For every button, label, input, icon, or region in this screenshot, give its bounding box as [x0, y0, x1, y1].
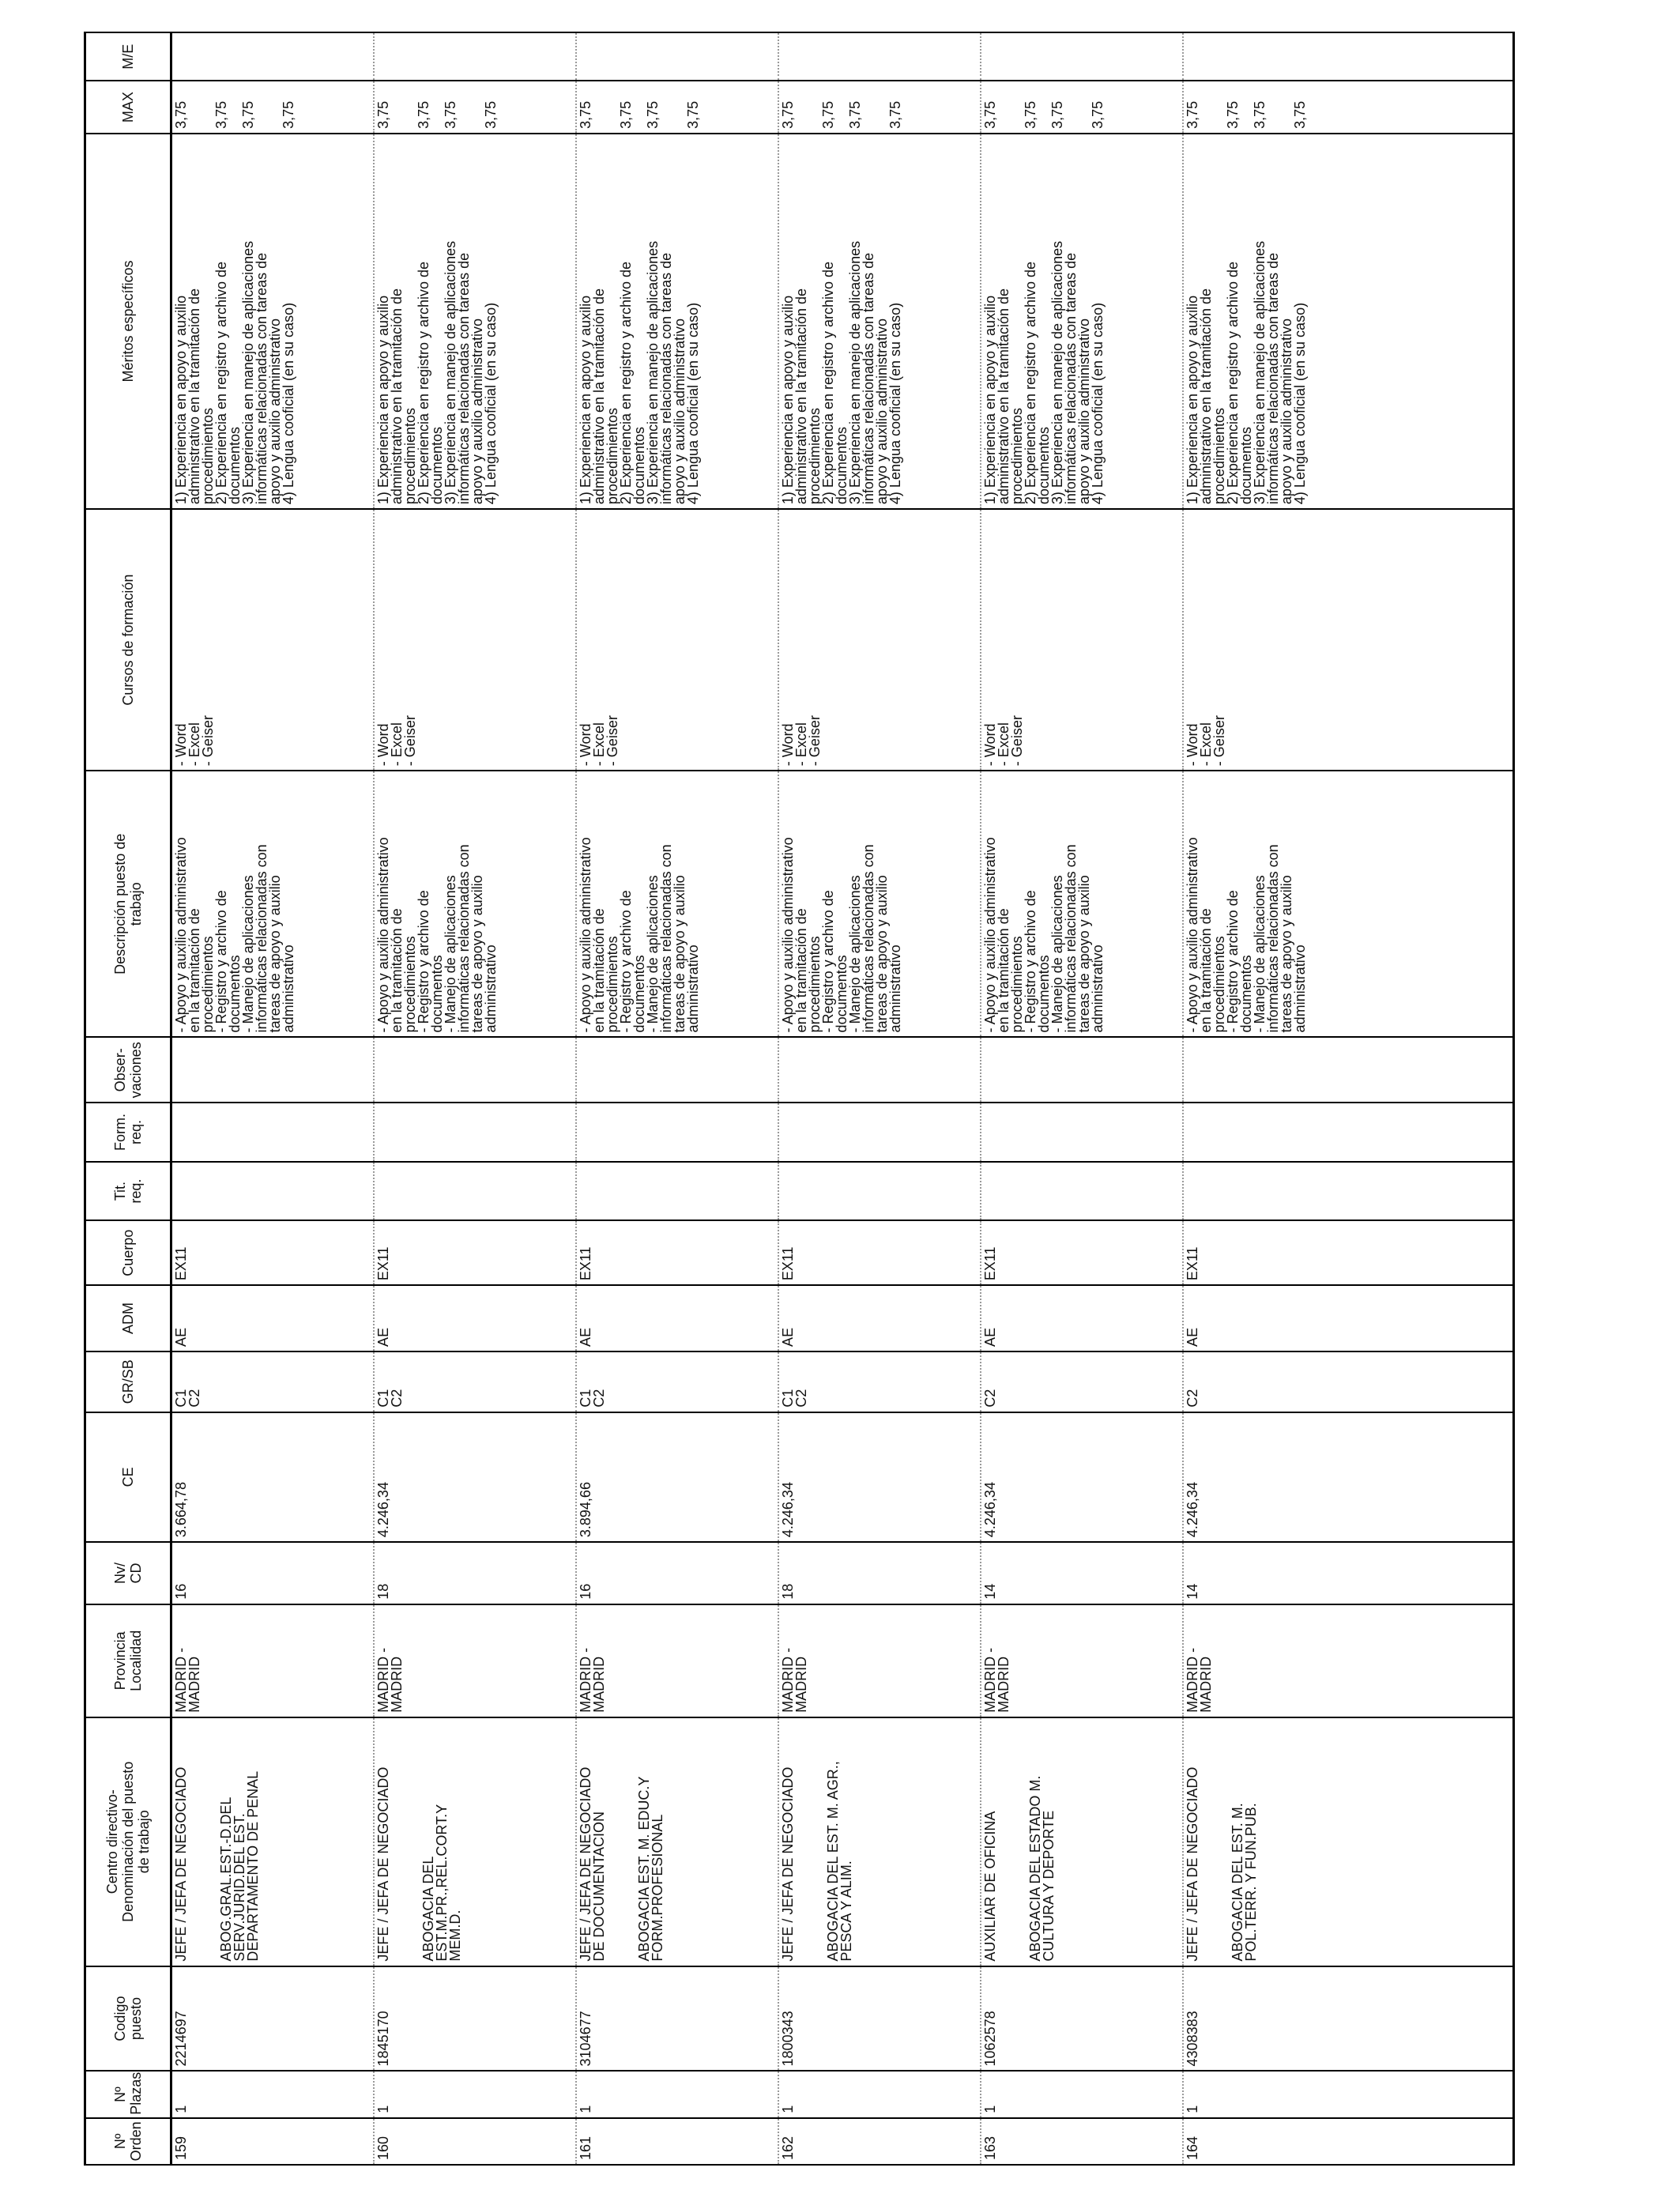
cell-orden [171, 2118, 375, 2165]
cell-max [374, 81, 576, 133]
cell-centro [374, 1717, 576, 1966]
header-me: M/E [85, 32, 171, 81]
max-1: 3,75 [982, 100, 998, 129]
nv-value: 16 [173, 1583, 189, 1600]
nv-value: 18 [375, 1583, 391, 1600]
cell-adm [981, 1285, 1183, 1351]
cell-max [171, 81, 375, 133]
cell-ce [576, 1412, 778, 1543]
cell-orden [576, 2118, 778, 2165]
cell-tit [1183, 1162, 1514, 1221]
cell-plazas [171, 2071, 375, 2117]
max-3: 3,75 [645, 100, 661, 129]
cell-provincia: MADRID - MADRID [778, 1604, 981, 1717]
codigo-value: 1062578 [982, 2011, 998, 2067]
cell-adm [576, 1285, 778, 1351]
centro-directivo: ABOG.GRAL.EST.-D.DEL SERV.JURID.DEL EST. DEPARTAMENTO DE PENAL [218, 1770, 261, 1962]
header-cuerpo: Cuerpo [85, 1220, 171, 1285]
cell-descripcion: - Apoyo y auxilio administrativo en la tramitación de procedimientos - Registro y archivo de documentos - Manejo de aplicaciones informáticas relacionadas con tareas de apoyo y auxilio administrativo [981, 771, 1183, 1037]
merito-3: 3) Experiencia en manejo de aplicaciones informáticas relacionadas con tareas de apoyo y auxilio administrativo [443, 240, 485, 505]
cell-descripcion: - Apoyo y auxilio administrativo en la tramitación de procedimientos - Registro y archivo de documentos - Manejo de aplicaciones informáticas relacionadas con tareas de apoyo y auxilio administrativo [778, 771, 981, 1037]
cell-form [778, 1103, 981, 1162]
cell-form [374, 1103, 576, 1162]
ce-value: 3.894,66 [578, 1482, 593, 1538]
adm-value: AE [1185, 1327, 1200, 1347]
cell-ce [171, 1412, 375, 1543]
header-orden: Nº Orden [85, 2118, 171, 2165]
cell-tit [576, 1162, 778, 1221]
plazas-value: 1 [375, 2105, 391, 2113]
cell-nv [1183, 1542, 1514, 1604]
cell-gr: C1 C2 [171, 1351, 375, 1412]
puesto-denominacion: JEFE / JEFA DE NEGOCIADO DE DOCUMENTACION [578, 1766, 607, 1962]
cell-gr: C1 C2 [374, 1351, 576, 1412]
merito-2: 2) Experiencia en registro y archivo de documentos [820, 261, 849, 505]
cell-cursos: - Word - Excel - Geiser [576, 509, 778, 771]
cell-cuerpo [1183, 1220, 1514, 1285]
max-2: 3,75 [213, 100, 229, 129]
cell-tit [171, 1162, 375, 1221]
table-row [171, 32, 375, 2165]
header-ce: CE [85, 1412, 171, 1543]
merito-3: 3) Experiencia en manejo de aplicaciones informáticas relacionadas con tareas de apoyo y auxilio administrativo [1049, 240, 1092, 505]
cell-adm [778, 1285, 981, 1351]
cell-adm [374, 1285, 576, 1351]
cuerpo-value: EX11 [173, 1246, 189, 1281]
cell-ce [778, 1412, 981, 1543]
adm-value: AE [982, 1327, 998, 1347]
cell-codigo [1183, 1966, 1514, 2071]
merito-3: 3) Experiencia en manejo de aplicaciones informáticas relacionadas con tareas de apoyo y auxilio administrativo [1252, 240, 1294, 505]
cell-me [374, 32, 576, 81]
ce-value: 4.246,34 [982, 1482, 998, 1538]
header-form: Form. req. [85, 1103, 171, 1162]
cell-centro [1183, 1717, 1514, 1966]
max-2: 3,75 [820, 100, 836, 129]
merito-4: 4) Lengua cooficial (en su caso) [1292, 302, 1308, 505]
header-descripcion: Descripción puesto de trabajo [85, 771, 171, 1037]
max-2: 3,75 [416, 100, 431, 129]
merito-1: 1) Experiencia en apoyo y auxilio administrativo en la tramitación de procedimientos [173, 288, 216, 505]
ce-value: 4.246,34 [780, 1482, 796, 1538]
cell-tit [374, 1162, 576, 1221]
header-gr: GR/SB [85, 1351, 171, 1412]
header-adm: ADM [85, 1285, 171, 1351]
merito-1: 1) Experiencia en apoyo y auxilio administrativo en la tramitación de procedimientos [1185, 288, 1227, 505]
cell-tit [981, 1162, 1183, 1221]
cell-meritos [1183, 134, 1514, 509]
cell-obs [374, 1037, 576, 1103]
cell-ce [1183, 1412, 1514, 1543]
nv-value: 18 [780, 1583, 796, 1600]
max-1: 3,75 [1185, 100, 1200, 129]
header-centro: Centro directivo- Denominación del puesto de trabajo [85, 1717, 171, 1966]
centro-directivo: ABOGACIA DEL EST. M. AGR., PESCA Y ALIM. [825, 1761, 854, 1962]
cell-plazas [1183, 2071, 1514, 2117]
ce-value: 4.246,34 [1185, 1482, 1200, 1538]
cell-centro [171, 1717, 375, 1966]
cell-meritos [171, 134, 375, 509]
merito-3: 3) Experiencia en manejo de aplicaciones informáticas relacionadas con tareas de apoyo y auxilio administrativo [847, 240, 890, 505]
cell-centro [778, 1717, 981, 1966]
cell-meritos [576, 134, 778, 509]
table-row [1183, 32, 1514, 2165]
merito-3: 3) Experiencia en manejo de aplicaciones informáticas relacionadas con tareas de apoyo y auxilio administrativo [240, 240, 283, 505]
centro-directivo: ABOGACIA DEL EST.M.PR.,REL.CORT.Y MEM.D. [420, 1804, 463, 1962]
merito-4: 4) Lengua cooficial (en su caso) [887, 302, 903, 505]
adm-value: AE [780, 1327, 796, 1347]
cell-form [1183, 1103, 1514, 1162]
cell-ce [374, 1412, 576, 1543]
max-3: 3,75 [1252, 100, 1268, 129]
max-4: 3,75 [281, 100, 296, 129]
ce-value: 4.246,34 [375, 1482, 391, 1538]
orden-value: 159 [173, 2136, 189, 2160]
plazas-value: 1 [982, 2105, 998, 2113]
nv-value: 16 [578, 1583, 593, 1600]
cell-descripcion: - Apoyo y auxilio administrativo en la tramitación de procedimientos - Registro y archivo de documentos - Manejo de aplicaciones informáticas relacionadas con tareas de apoyo y auxilio administrativo [576, 771, 778, 1037]
cell-max [981, 81, 1183, 133]
orden-value: 162 [780, 2136, 796, 2160]
cell-centro [981, 1717, 1183, 1966]
adm-value: AE [375, 1327, 391, 1347]
positions-table [84, 32, 1515, 2166]
max-4: 3,75 [1090, 100, 1106, 129]
cell-max [576, 81, 778, 133]
cell-descripcion: - Apoyo y auxilio administrativo en la tramitación de procedimientos - Registro y archivo de documentos - Manejo de aplicaciones informáticas relacionadas con tareas de apoyo y auxilio administrativo [171, 771, 375, 1037]
cell-form [576, 1103, 778, 1162]
orden-value: 161 [578, 2136, 593, 2160]
cell-me [1183, 32, 1514, 81]
cell-orden [981, 2118, 1183, 2165]
merito-1: 1) Experiencia en apoyo y auxilio administrativo en la tramitación de procedimientos [780, 288, 823, 505]
cell-tit [778, 1162, 981, 1221]
max-2: 3,75 [1225, 100, 1241, 129]
cell-plazas [981, 2071, 1183, 2117]
merito-2: 2) Experiencia en registro y archivo de documentos [1225, 261, 1254, 505]
cuerpo-value: EX11 [780, 1246, 796, 1281]
cell-ce [981, 1412, 1183, 1543]
table-row [778, 32, 981, 2165]
cell-codigo [374, 1966, 576, 2071]
ce-value: 3.664,78 [173, 1482, 189, 1538]
cell-me [778, 32, 981, 81]
cell-descripcion: - Apoyo y auxilio administrativo en la tramitación de procedimientos - Registro y archivo de documentos - Manejo de aplicaciones informáticas relacionadas con tareas de apoyo y auxilio administrativo [1183, 771, 1514, 1037]
cell-cursos: - Word - Excel - Geiser [981, 509, 1183, 771]
table-row [981, 32, 1183, 2165]
cell-gr: C2 [1183, 1351, 1514, 1412]
puesto-denominacion: JEFE / JEFA DE NEGOCIADO [173, 1766, 189, 1962]
nv-value: 14 [982, 1583, 998, 1600]
header-max: MAX [85, 81, 171, 133]
cell-me [981, 32, 1183, 81]
cell-provincia: MADRID - MADRID [981, 1604, 1183, 1717]
centro-directivo: ABOGACIA DEL ESTADO M. CULTURA Y DEPORTE [1027, 1775, 1057, 1962]
cell-cuerpo [981, 1220, 1183, 1285]
cell-nv [778, 1542, 981, 1604]
cuerpo-value: EX11 [1185, 1246, 1200, 1281]
puesto-denominacion: JEFE / JEFA DE NEGOCIADO [780, 1766, 796, 1962]
plazas-value: 1 [1185, 2105, 1200, 2113]
cell-adm [171, 1285, 375, 1351]
cell-provincia: MADRID - MADRID [374, 1604, 576, 1717]
max-1: 3,75 [780, 100, 796, 129]
cell-gr: C1 C2 [576, 1351, 778, 1412]
codigo-value: 1800343 [780, 2011, 796, 2067]
cell-codigo [576, 1966, 778, 2071]
cell-nv [374, 1542, 576, 1604]
plazas-value: 1 [173, 2105, 189, 2113]
cell-form [981, 1103, 1183, 1162]
cell-gr: C1 C2 [778, 1351, 981, 1412]
merito-4: 4) Lengua cooficial (en su caso) [1090, 302, 1106, 505]
merito-1: 1) Experiencia en apoyo y auxilio administrativo en la tramitación de procedimientos [375, 288, 418, 505]
merito-1: 1) Experiencia en apoyo y auxilio administrativo en la tramitación de procedimientos [982, 288, 1025, 505]
cell-cuerpo [576, 1220, 778, 1285]
cell-obs [1183, 1037, 1514, 1103]
header-cursos: Cursos de formación [85, 509, 171, 771]
cell-max [778, 81, 981, 133]
codigo-value: 4308383 [1185, 2011, 1200, 2067]
cell-adm [1183, 1285, 1514, 1351]
cell-codigo [778, 1966, 981, 2071]
merito-2: 2) Experiencia en registro y archivo de documentos [618, 261, 647, 505]
orden-value: 163 [982, 2136, 998, 2160]
table-row [576, 32, 778, 2165]
plazas-value: 1 [780, 2105, 796, 2113]
cell-gr: C2 [981, 1351, 1183, 1412]
cell-cursos: - Word - Excel - Geiser [374, 509, 576, 771]
cell-orden [1183, 2118, 1514, 2165]
max-3: 3,75 [240, 100, 256, 129]
merito-4: 4) Lengua cooficial (en su caso) [483, 302, 499, 505]
cell-provincia: MADRID - MADRID [1183, 1604, 1514, 1717]
merito-1: 1) Experiencia en apoyo y auxilio administrativo en la tramitación de procedimientos [578, 288, 620, 505]
max-2: 3,75 [618, 100, 634, 129]
orden-value: 164 [1185, 2136, 1200, 2160]
max-3: 3,75 [847, 100, 863, 129]
header-obs: Obser- vaciones [85, 1037, 171, 1103]
nv-value: 14 [1185, 1583, 1200, 1600]
header-row [85, 32, 171, 2165]
cell-cursos: - Word - Excel - Geiser [171, 509, 375, 771]
cell-plazas [374, 2071, 576, 2117]
cell-provincia: MADRID - MADRID [576, 1604, 778, 1717]
cell-nv [171, 1542, 375, 1604]
table-body [171, 32, 1514, 2165]
cell-obs [171, 1037, 375, 1103]
cell-cuerpo [374, 1220, 576, 1285]
centro-directivo: ABOGACIA EST. M. EDUC.Y FORM.PROFESIONAL [636, 1776, 665, 1962]
codigo-value: 2214697 [173, 2011, 189, 2067]
cell-obs [576, 1037, 778, 1103]
cell-descripcion: - Apoyo y auxilio administrativo en la tramitación de procedimientos - Registro y archivo de documentos - Manejo de aplicaciones informáticas relacionadas con tareas de apoyo y auxilio administrativo [374, 771, 576, 1037]
max-3: 3,75 [443, 100, 458, 129]
plazas-value: 1 [578, 2105, 593, 2113]
cell-cursos: - Word - Excel - Geiser [778, 509, 981, 771]
merito-4: 4) Lengua cooficial (en su caso) [685, 302, 701, 505]
cell-nv [981, 1542, 1183, 1604]
merito-2: 2) Experiencia en registro y archivo de documentos [213, 261, 243, 505]
cell-obs [981, 1037, 1183, 1103]
header-plazas: Nº Plazas [85, 2071, 171, 2117]
cell-meritos [374, 134, 576, 509]
cell-nv [576, 1542, 778, 1604]
centro-directivo: ABOGACIA DEL EST. M. POL.TERR. Y FUN.PUB. [1230, 1803, 1259, 1962]
cell-meritos [778, 134, 981, 509]
cuerpo-value: EX11 [982, 1246, 998, 1281]
orden-value: 160 [375, 2136, 391, 2160]
adm-value: AE [578, 1327, 593, 1347]
cell-form [171, 1103, 375, 1162]
merito-3: 3) Experiencia en manejo de aplicaciones informáticas relacionadas con tareas de apoyo y auxilio administrativo [645, 240, 687, 505]
cell-cuerpo [778, 1220, 981, 1285]
puesto-denominacion: JEFE / JEFA DE NEGOCIADO [1185, 1766, 1200, 1962]
puesto-denominacion: JEFE / JEFA DE NEGOCIADO [375, 1766, 391, 1962]
cell-plazas [576, 2071, 778, 2117]
merito-4: 4) Lengua cooficial (en su caso) [281, 302, 296, 505]
cell-meritos [981, 134, 1183, 509]
header-provincia: Provincia Localidad [85, 1604, 171, 1717]
cell-centro [576, 1717, 778, 1966]
cell-obs [778, 1037, 981, 1103]
cell-cursos: - Word - Excel - Geiser [1183, 509, 1514, 771]
cell-cuerpo [171, 1220, 375, 1285]
cell-plazas [778, 2071, 981, 2117]
max-3: 3,75 [1049, 100, 1065, 129]
merito-2: 2) Experiencia en registro y archivo de documentos [416, 261, 445, 505]
puesto-denominacion: AUXILIAR DE OFICINA [982, 1811, 998, 1962]
cell-codigo [171, 1966, 375, 2071]
max-4: 3,75 [887, 100, 903, 129]
merito-2: 2) Experiencia en registro y archivo de documentos [1023, 261, 1052, 505]
adm-value: AE [173, 1327, 189, 1347]
cell-orden [778, 2118, 981, 2165]
codigo-value: 3104677 [578, 2011, 593, 2067]
max-1: 3,75 [578, 100, 593, 129]
table-row [374, 32, 576, 2165]
max-1: 3,75 [173, 100, 189, 129]
cell-codigo [981, 1966, 1183, 2071]
max-4: 3,75 [685, 100, 701, 129]
cuerpo-value: EX11 [578, 1246, 593, 1281]
cell-orden [374, 2118, 576, 2165]
max-2: 3,75 [1023, 100, 1038, 129]
max-4: 3,75 [1292, 100, 1308, 129]
header-tit: Tit. req. [85, 1162, 171, 1221]
max-1: 3,75 [375, 100, 391, 129]
header-codigo: Codigo puesto [85, 1966, 171, 2071]
header-nv: Nv/ CD [85, 1542, 171, 1604]
max-4: 3,75 [483, 100, 499, 129]
cuerpo-value: EX11 [375, 1246, 391, 1281]
cell-max [1183, 81, 1514, 133]
header-meritos: Méritos específicos [85, 134, 171, 509]
cell-me [576, 32, 778, 81]
codigo-value: 1845170 [375, 2011, 391, 2067]
cell-me [171, 32, 375, 81]
cell-provincia: MADRID - MADRID [171, 1604, 375, 1717]
